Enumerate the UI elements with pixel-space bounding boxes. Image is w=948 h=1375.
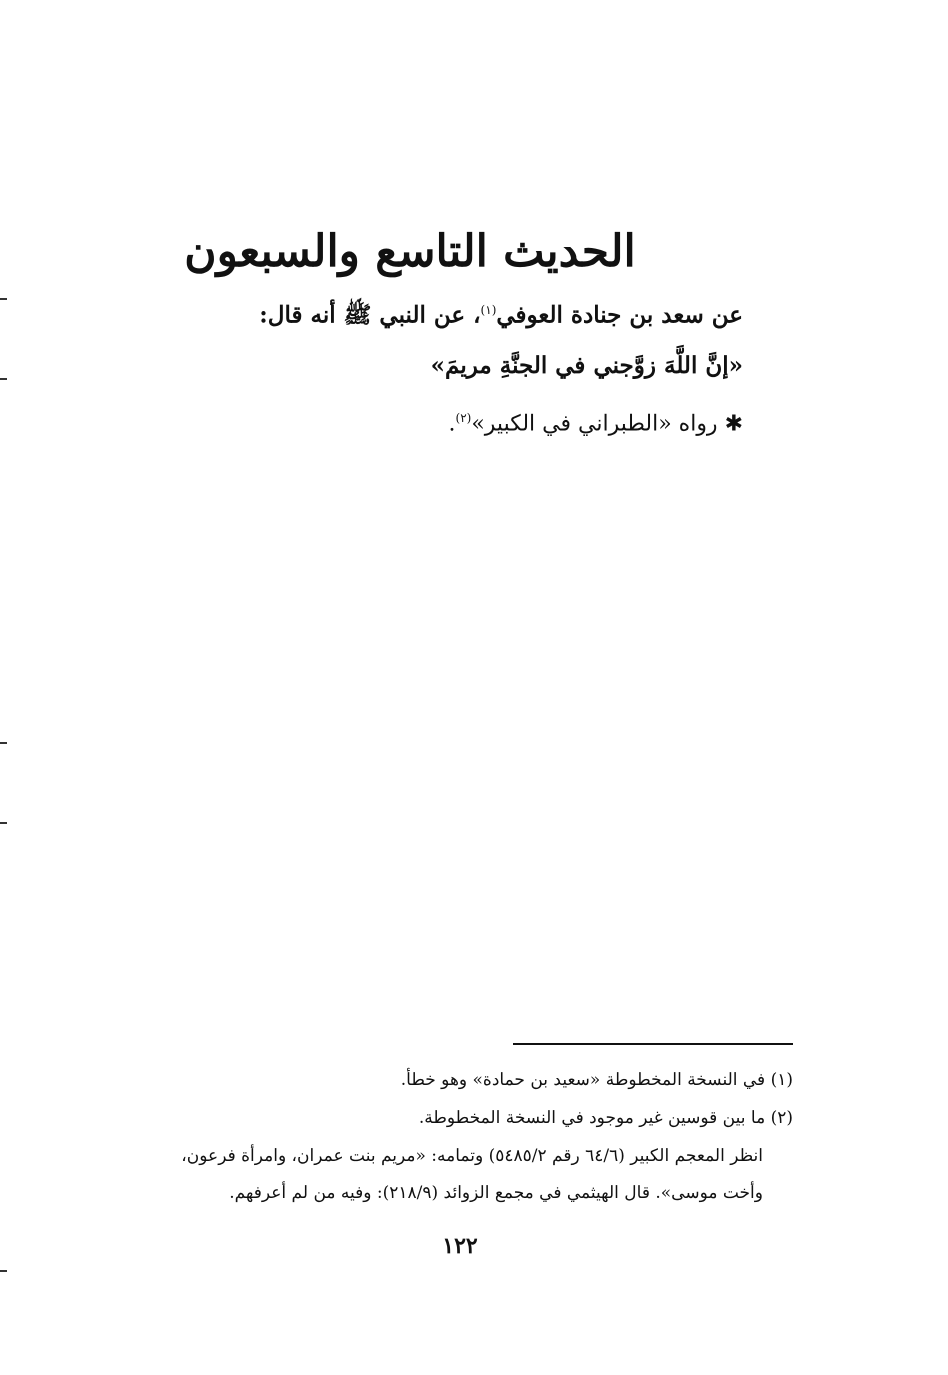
footnote-1: (١) في النسخة المخطوطة «سعيد بن حمادة» وهو خطأ. (400, 1070, 793, 1090)
star-marker: ✱ (724, 411, 743, 437)
source-end: . (448, 411, 456, 437)
footnote-2: (٢) ما بين قوسين غير موجود في النسخة المخطوطة. (418, 1108, 793, 1128)
hadith-title: الحديث التاسع والسبعون (184, 226, 636, 277)
scan-mark (0, 742, 7, 744)
source-text: رواه «الطبراني في الكبير» (471, 411, 725, 437)
footnote-ref-1: (١) (480, 303, 497, 317)
narration-continuation: ، عن النبي ﷺ أنه قال: (259, 301, 481, 329)
scan-mark (0, 1270, 7, 1272)
narration-line (259, 292, 743, 334)
scan-mark (0, 822, 7, 824)
footnote-ref-2: (٢) (455, 411, 472, 425)
scan-mark (0, 378, 7, 380)
footnote-2-continuation: انظر المعجم الكبير (٦٤/٦ رقم ٥٤٨٥/٢) وتمامه: «مريم بنت عمران، وامرأة فرعون، (181, 1146, 763, 1166)
page-number: ١٢٢ (442, 1233, 478, 1259)
footnote-2-continuation-2: وأخت موسى». قال الهيثمي في مجمع الزوائد (٢١٨/٩): وفيه من لم أعرفهم. (229, 1183, 763, 1203)
hadith-text: «إنَّ اللَّهَ زوَّجني في الجنَّةِ مريمَ» (430, 352, 743, 379)
source-line (449, 400, 744, 442)
scan-mark (0, 298, 7, 300)
footnote-divider (513, 1043, 793, 1045)
narrator-text: عن سعد بن جنادة العوفي (496, 301, 743, 329)
